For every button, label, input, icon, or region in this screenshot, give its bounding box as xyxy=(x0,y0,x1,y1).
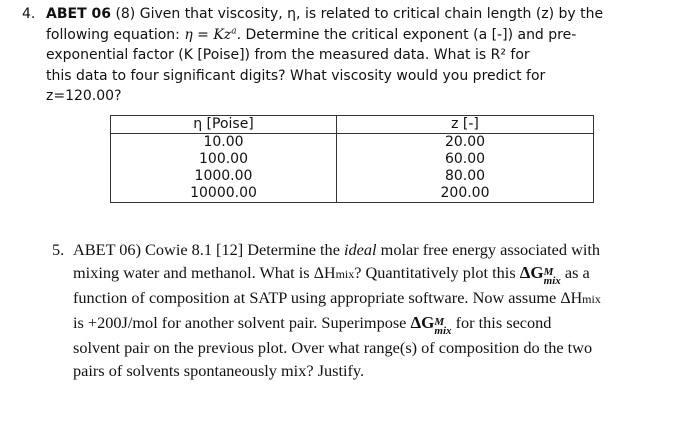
header-viscosity: η [Poise] xyxy=(111,116,337,134)
header-z: z [-] xyxy=(337,116,594,134)
question-5 xyxy=(52,238,652,382)
cell-z: 200.00 xyxy=(337,185,594,203)
delta-g-mix: ΔG M mix xyxy=(410,313,452,337)
q4-line1: Given that viscosity, η, is related to critical chain length (z) by the xyxy=(139,6,604,22)
delta-h-mix: ΔHmix xyxy=(313,265,355,282)
q4-line3: exponential factor (K [Poise]) from the measured data. What is R² for xyxy=(46,47,530,63)
points: (8) xyxy=(115,6,136,22)
q5-line5: solvent pair on the previous plot. Over what range(s) of composition do the two xyxy=(73,338,593,357)
question-number: 5. xyxy=(52,240,65,259)
q4-line2b: Determine the critical exponent (a [-]) and pre- xyxy=(245,26,577,43)
equation: $\eta = Kz^a$. xyxy=(184,25,242,43)
q4-line2a: following equation: xyxy=(46,26,180,43)
question-4 xyxy=(22,4,682,107)
question-5-text xyxy=(73,238,652,382)
delta-g-mix: ΔG M mix xyxy=(519,263,561,287)
table-row xyxy=(111,151,594,168)
q5-line2c: as a xyxy=(564,263,590,282)
cell-z: 80.00 xyxy=(337,168,594,185)
q5-line4a: is +200J/mol for another solvent pair. Superimpose xyxy=(73,313,407,332)
cell-viscosity: 10000.00 xyxy=(111,185,337,203)
cell-viscosity: 1000.00 xyxy=(111,168,337,185)
cell-z: 60.00 xyxy=(337,151,594,168)
question-4-text xyxy=(46,4,682,107)
q5-line1: ABET 06) Cowie 8.1 [12] Determine the xyxy=(73,240,340,259)
cell-viscosity: 10.00 xyxy=(111,134,337,152)
ideal-emphasis: ideal xyxy=(344,240,377,259)
q4-line5: z=120.00? xyxy=(46,88,122,104)
q5-line2a: mixing water and methanol. What is xyxy=(73,263,310,282)
delta-h-mix: ΔHmix xyxy=(560,290,601,307)
table-row xyxy=(111,168,594,185)
cell-z: 20.00 xyxy=(337,134,594,152)
q4-line4: this data to four significant digits? What viscosity would you predict for xyxy=(46,67,546,84)
q5-line3: function of composition at SATP using appropriate software. Now assume xyxy=(73,288,557,307)
abet-code: ABET 06 xyxy=(46,6,111,22)
q5-line6: pairs of solvents spontaneously mix? Justify. xyxy=(73,361,365,380)
question-number: 4. xyxy=(22,6,36,22)
table-row xyxy=(111,185,594,203)
cell-viscosity: 100.00 xyxy=(111,151,337,168)
data-table xyxy=(110,115,594,203)
table-header-row xyxy=(111,116,594,134)
q5-line1-rest: molar free energy associated with xyxy=(380,240,601,259)
q5-line4b: for this second xyxy=(455,313,552,332)
table-row xyxy=(111,134,594,152)
q5-line2b: ? Quantitatively plot this xyxy=(354,263,516,282)
